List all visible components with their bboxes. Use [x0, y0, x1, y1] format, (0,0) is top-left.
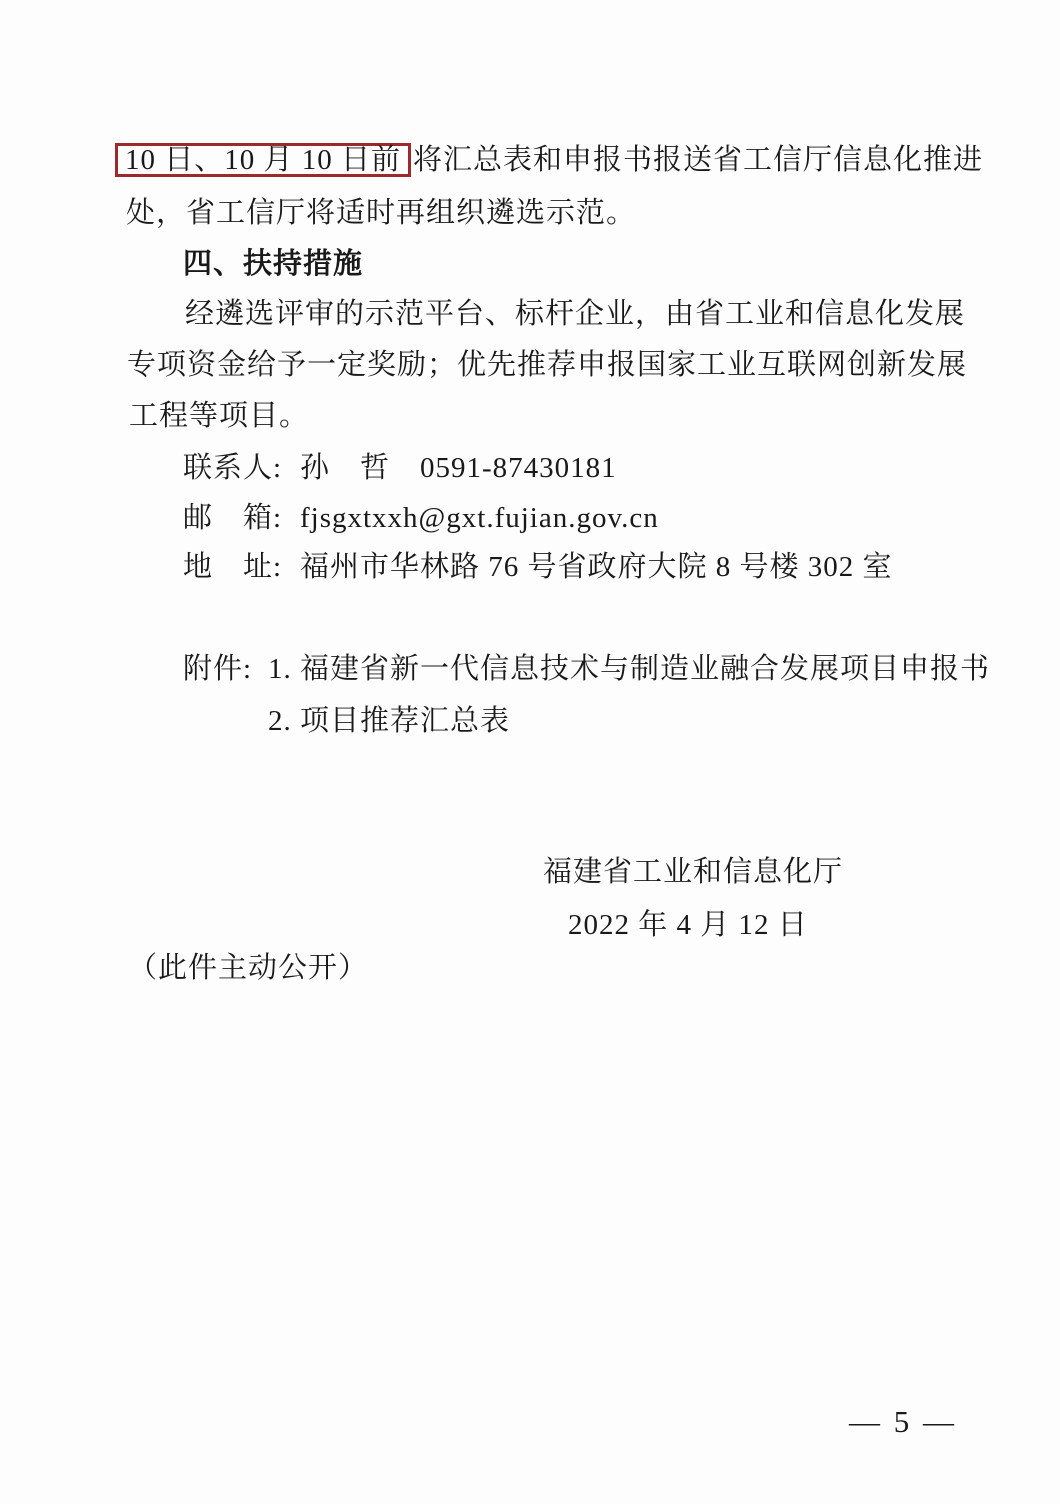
page-number: — 5 —	[849, 1404, 957, 1439]
section-heading: 四、扶持措施	[183, 248, 364, 280]
issuer-name: 福建省工业和信息化厅	[543, 856, 844, 888]
paragraph-deadline-line2: 处，省工信厅将适时再组织遴选示范。	[126, 197, 637, 229]
contact-person-value: 孙 哲 0591-87430181	[300, 452, 617, 484]
contact-email-value: fjsgxtxxh@gxt.fujian.gov.cn	[300, 502, 659, 534]
deadline-text-after-box: 将汇总表和申报书报送省工信厅信息化推进	[413, 144, 984, 176]
contact-email-row	[183, 501, 659, 535]
contact-address-row	[183, 550, 893, 584]
attachments-label: 附件:	[183, 653, 253, 685]
attachment-item-1: 1. 福建省新一代信息技术与制造业融合发展项目申报书	[268, 653, 991, 685]
contact-email-label: 邮 箱:	[183, 502, 283, 534]
disclosure-note: （此件主动公开）	[128, 952, 369, 984]
section-body-line3: 工程等项目。	[129, 400, 310, 432]
attachment-item-2: 2. 项目推荐汇总表	[268, 705, 511, 737]
highlight-box: 10 日、10 月 10 日前	[115, 143, 411, 177]
section-body-line1: 经遴选评审的示范平台、标杆企业，由省工业和信息化发展	[185, 298, 966, 330]
attachments-row	[183, 652, 990, 686]
section-body-line2: 专项资金给予一定奖励；优先推荐申报国家工业互联网创新发展	[127, 349, 968, 381]
contact-address-value: 福州市华林路 76 号省政府大院 8 号楼 302 室	[300, 551, 893, 583]
contact-address-label: 地 址:	[183, 551, 283, 583]
contact-person-row	[183, 451, 617, 485]
contact-person-label: 联系人:	[183, 452, 283, 484]
issue-date: 2022 年 4 月 12 日	[568, 909, 808, 941]
paragraph-deadline-line1	[115, 143, 983, 177]
